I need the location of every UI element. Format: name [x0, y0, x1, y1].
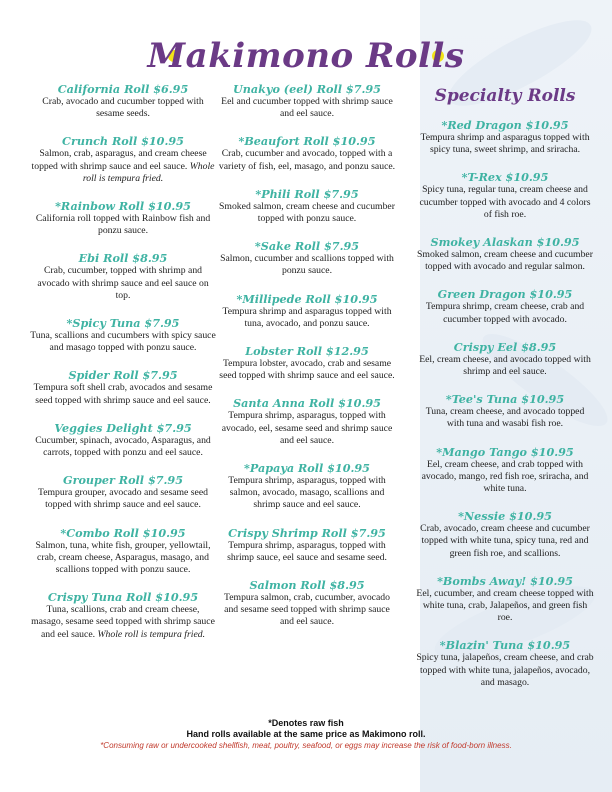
menu-item-description-text: Eel and cucumber topped with shrimp sauce and eel sauce. [221, 96, 393, 120]
menu-item-name: *Sake Roll $7.95 [254, 239, 360, 254]
menu-item-description [416, 523, 594, 560]
menu-item [30, 199, 216, 237]
menu-item-description [218, 592, 396, 629]
menu-item-name: Crunch Roll $10.95 [62, 134, 184, 149]
menu-item [416, 392, 594, 430]
menu-item [30, 134, 216, 185]
menu-item [416, 638, 594, 689]
menu-item-description [218, 253, 396, 277]
menu-item [218, 461, 396, 512]
menu-item-description [416, 249, 594, 273]
menu-item-name: *Blazin' Tuna $10.95 [439, 638, 571, 653]
menu-item-description [30, 435, 216, 459]
menu-item-description-text: Eel, cucumber, and cream cheese topped with white tuna, crab, Jalapeños, and green fish roe. [416, 587, 594, 624]
menu-item-description-text: Smoked salmon, cream cheese and cucumber topped with ponzu sauce. [219, 200, 395, 225]
menu-item [30, 251, 216, 302]
menu-item-description [218, 306, 396, 330]
menu-item-name: *Tee's Tuna $10.95 [445, 392, 565, 407]
menu-item [416, 170, 594, 221]
menu-item-note: Whole roll is tempura fried. [97, 628, 206, 640]
menu-item [218, 526, 396, 564]
menu-item-name: *Combo Roll $10.95 [60, 525, 186, 540]
menu-item-description-text: Tuna, scallions and cucumbers with spicy sauce and masago topped with ponzu sauce. [30, 330, 216, 354]
menu-item-description [218, 201, 396, 225]
menu-item-description [218, 358, 396, 382]
menu-item-name: Santa Anna Roll $10.95 [233, 396, 381, 411]
menu-item-name: Spider Roll $7.95 [68, 368, 178, 383]
menu-item [30, 473, 216, 511]
menu-item-description [30, 382, 216, 406]
menu-item-name: *Millipede Roll $10.95 [236, 291, 378, 306]
menu-item-description-text: Eel, cream cheese, and crab topped with avocado, mango, red fish roe, sriracha, and white tuna. [421, 458, 589, 495]
menu-item-description-text: Tempura salmon, crab, cucumber, avocado and sesame seed topped with shrimp sauce and eel sauce. [224, 592, 390, 628]
menu-item-description-text: Tempura shrimp, asparagus, topped with salmon, avocado, masago, scallions and shrimp sauce and eel sauce. [228, 475, 386, 511]
menu-item-description [30, 265, 216, 302]
menu-item-description-text: Tempura shrimp, cream cheese, crab and cucumber topped with avocado. [425, 301, 585, 325]
menu-item-description [30, 330, 216, 354]
menu-item-description [218, 475, 396, 512]
menu-item [416, 340, 594, 378]
menu-item-description-text: California roll topped with Rainbow fish and ponzu sauce. [35, 213, 211, 237]
menu-item-description-text: Tempura shrimp, asparagus, topped with shrimp sauce, eel sauce and sesame seed. [227, 539, 387, 563]
menu-item-description [30, 604, 216, 641]
menu-item-description [416, 588, 594, 625]
menu-item-description [416, 184, 594, 221]
page-title: Makimono Rolls [147, 36, 465, 76]
menu-item-name: California Roll $6.95 [57, 82, 189, 96]
menu-item-name: *Bombs Away! $10.95 [437, 573, 573, 588]
menu-item-description-text: Tempura soft shell crab, avocados and sesame seed topped with shrimp sauce and eel sauce. [33, 382, 213, 406]
menu-item-description-text: Spicy tuna, jalapeños, cream cheese, and crab topped with white tuna, jalapeños, avocado, and masago. [416, 652, 594, 688]
menu-item-description [30, 213, 216, 237]
menu-item [218, 344, 396, 382]
food-warning: *Consuming raw or undercooked shellfish, meat, poultry, seafood, or eggs may increase the risk of food-born illness. [100, 741, 512, 750]
menu-item-description-text: Tempura shrimp, asparagus, topped with avocado, eel, sesame seed and shrimp sauce and eel sauce. [221, 410, 393, 446]
hand-roll-note: Hand rolls available at the same price as Makimono roll. [186, 729, 426, 739]
menu-item-description [218, 148, 396, 172]
menu-item-description [30, 148, 216, 185]
menu-item-description-text: Tempura shrimp and asparagus topped with tuna, avocado, and ponzu sauce. [222, 305, 392, 329]
menu-item [218, 292, 396, 330]
menu-item-name: *T-Rex $10.95 [461, 170, 549, 185]
menu-item-description [416, 459, 594, 496]
menu-item [416, 509, 594, 560]
menu-item-name: *Red Dragon $10.95 [441, 118, 569, 132]
menu-item-name: Veggies Delight $7.95 [54, 420, 192, 435]
menu-item-description-text: Crab, cucumber and avocado, topped with a variety of fish, eel, masago, and ponzu sauce. [218, 148, 396, 172]
menu-item-name: *Phili Roll $7.95 [255, 186, 359, 201]
menu-item [416, 445, 594, 496]
menu-item-description-text: Spicy tuna, regular tuna, cream cheese and cucumber topped with avocado and 4 colors of fish roe. [419, 184, 591, 220]
menu-item-name: Lobster Roll $12.95 [245, 344, 369, 359]
menu-item-description-text: Crab, avocado, cream cheese and cucumber topped with white tuna, spicy tuna, red and green fish roe, and scallions. [420, 523, 590, 559]
menu-item-description [30, 540, 216, 577]
menu-column-middle [218, 82, 396, 643]
menu-item-description [218, 540, 396, 564]
menu-item-description-text: Smoked salmon, cream cheese and cucumber topped with avocado and regular salmon. [417, 249, 593, 273]
menu-item-description [30, 487, 216, 511]
menu-item-name: Grouper Roll $7.95 [63, 473, 183, 488]
menu-item-description [416, 132, 594, 156]
menu-item-name: *Nessie $10.95 [458, 509, 552, 524]
menu-item-description-text: Salmon, tuna, white fish, grouper, yellowtail, crab, cream cheese, Asparagus, masago, and scallions topped with ponzu sauce. [35, 539, 211, 576]
menu-item-description-text: Cucumber, spinach, avocado, Asparagus, and carrots, topped with ponzu and eel sauce. [35, 434, 211, 459]
menu-item [218, 187, 396, 225]
menu-column-left [30, 82, 216, 655]
menu-item-description [30, 96, 216, 120]
menu-item-name: Smokey Alaskan $10.95 [430, 235, 580, 250]
menu-item [30, 421, 216, 459]
raw-fish-note: *Denotes raw fish [268, 718, 344, 728]
menu-item-name: Ebi Roll $8.95 [78, 251, 168, 266]
specialty-heading: Specialty Rolls [434, 86, 576, 106]
menu-item-name: *Papaya Roll $10.95 [244, 461, 370, 476]
menu-item-description-text: Tuna, cream cheese, and avocado topped with tuna and wasabi fish roe. [425, 406, 585, 430]
menu-item-description-text: Tuna, scallions, crab and cream cheese, masago, sesame seed topped with shrimp sauce and eel sauce. [31, 604, 215, 640]
menu-item-description-text: Salmon, crab, asparagus, and cream cheese topped with shrimp sauce and eel sauce. [31, 148, 207, 172]
menu-item [30, 590, 216, 641]
menu-item [218, 396, 396, 447]
menu-item-description [218, 96, 396, 120]
menu-column-specialty [416, 118, 594, 703]
menu-item-description-text: Tempura shrimp and asparagus topped with spicy tuna, sweet shrimp, and sriracha. [420, 132, 590, 156]
menu-item-name: *Spicy Tuna $7.95 [66, 316, 180, 331]
menu-item-name: *Mango Tango $10.95 [436, 444, 574, 459]
menu-item-name: Unakyo (eel) Roll $7.95 [233, 82, 381, 96]
menu-item-name: Crispy Shrimp Roll $7.95 [228, 525, 386, 540]
menu-item-description-text: Crab, avocado and cucumber topped with sesame seeds. [42, 96, 204, 120]
menu-item-description-text: Eel, cream cheese, and avocado topped with shrimp and eel sauce. [419, 353, 591, 378]
menu-item-description [416, 406, 594, 430]
menu-item-note: Whole roll is tempura fried. [82, 160, 215, 184]
menu-item [30, 368, 216, 406]
menu-item-description [416, 301, 594, 325]
menu-item [416, 574, 594, 625]
menu-item-description-text: Salmon, cucumber and scallions topped with ponzu sauce. [220, 253, 394, 277]
menu-item [218, 82, 396, 120]
menu-item [30, 526, 216, 577]
menu-item [218, 239, 396, 277]
menu-item [416, 287, 594, 325]
menu-item-name: *Beaufort Roll $10.95 [238, 134, 376, 149]
menu-item-description-text: Tempura lobster, avocado, crab and sesame seed topped with shrimp sauce and eel sauce. [219, 358, 395, 382]
menu-item [416, 118, 594, 156]
menu-item-name: Salmon Roll $8.95 [249, 578, 365, 593]
menu-item-name: *Rainbow Roll $10.95 [55, 199, 191, 214]
menu-item [218, 578, 396, 629]
menu-item-name: Crispy Eel $8.95 [453, 339, 557, 354]
menu-item-name: Green Dragon $10.95 [437, 287, 573, 302]
menu-item [218, 134, 396, 172]
menu-item [30, 316, 216, 354]
menu-item-description [416, 652, 594, 689]
menu-item-name: Crispy Tuna Roll $10.95 [47, 590, 199, 605]
menu-item-description-text: Tempura grouper, avocado and sesame seed topped with shrimp sauce and eel sauce. [37, 487, 208, 511]
menu-item-description-text: Crab, cucumber, topped with shrimp and avocado with shrimp sauce and eel sauce on top. [37, 265, 209, 301]
menu-item [30, 82, 216, 120]
menu-item-description [218, 410, 396, 447]
menu-item-description [416, 354, 594, 378]
menu-item [416, 235, 594, 273]
